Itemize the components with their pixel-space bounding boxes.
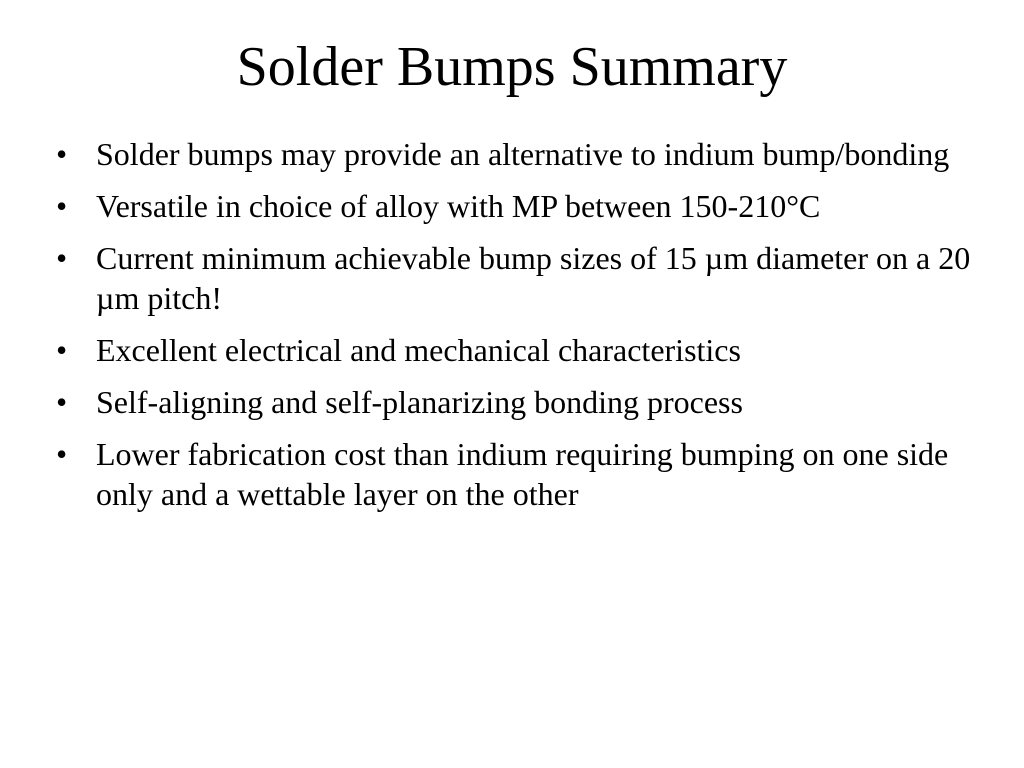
bullet-item: [56, 330, 976, 370]
bullet-dot-icon: •: [56, 188, 68, 224]
bullet-text: Self-aligning and self-planarizing bonding process: [96, 384, 743, 420]
bullet-dot-icon: •: [56, 332, 68, 368]
bullet-text: Solder bumps may provide an alternative to indium bump/bonding: [96, 136, 950, 172]
bullet-item: [56, 382, 976, 422]
bullet-item: [56, 238, 976, 318]
bullet-dot-icon: •: [56, 436, 68, 472]
bullet-list: [56, 134, 976, 526]
bullet-text: Excellent electrical and mechanical characteristics: [96, 332, 741, 368]
bullet-text: Versatile in choice of alloy with MP between 150-210°C: [96, 188, 821, 224]
bullet-dot-icon: •: [56, 240, 68, 276]
bullet-item: [56, 434, 976, 514]
bullet-text: Lower fabrication cost than indium requiring bumping on one side only and a wettable layer on the other: [96, 436, 949, 512]
bullet-item: [56, 134, 976, 174]
bullet-item: [56, 186, 976, 226]
bullet-dot-icon: •: [56, 136, 68, 172]
slide-title: Solder Bumps Summary: [236, 36, 788, 98]
bullet-text: Current minimum achievable bump sizes of 15 µm diameter on a 20 µm pitch!: [96, 240, 971, 316]
bullet-dot-icon: •: [56, 384, 68, 420]
